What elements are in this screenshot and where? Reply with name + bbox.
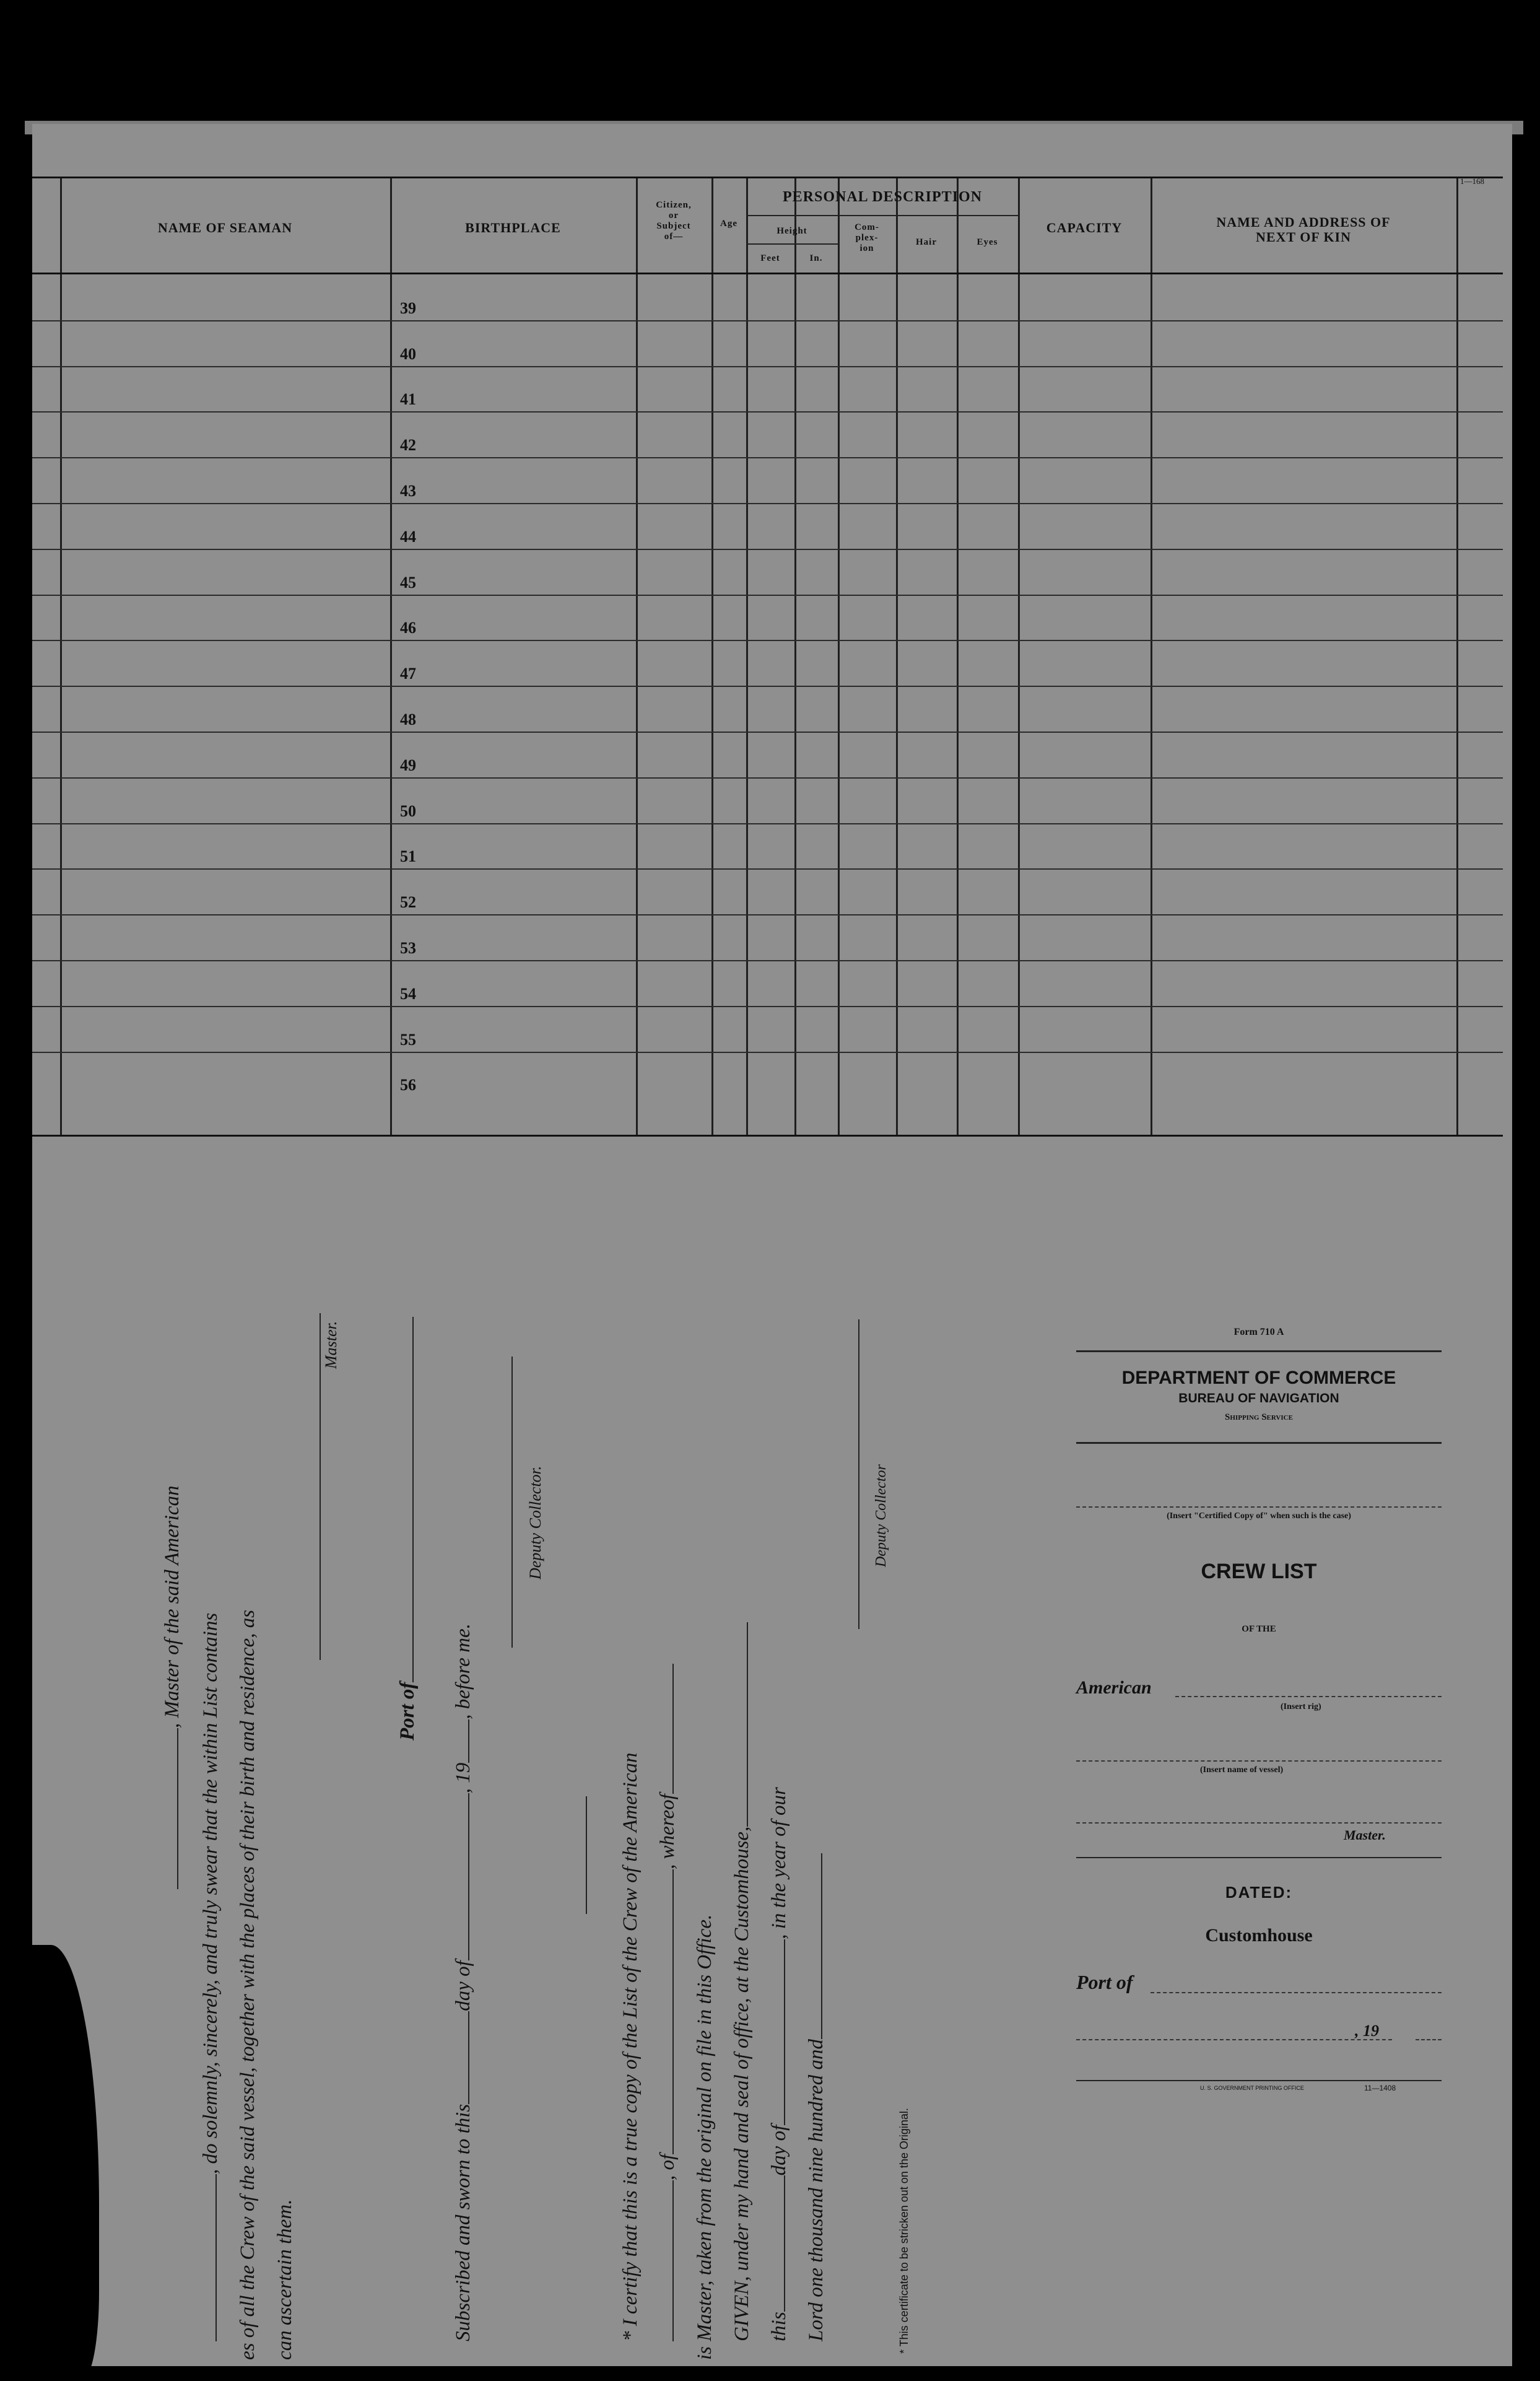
cert-line-4 [731, 1622, 754, 2341]
oath-blank [303, 1313, 321, 1660]
header-personal-description: PERSONAL DESCRIPTION [782, 189, 983, 205]
oath-line-2 [199, 1613, 222, 2341]
oath-text: , before me. [452, 1623, 474, 1719]
header-citizen-line: Citizen, [656, 200, 692, 210]
oath-text: Subscribed and sworn to this [452, 2104, 474, 2341]
insert-rig-note: (Insert rig) [1281, 1702, 1321, 1711]
customhouse-label: Customhouse [1205, 1925, 1313, 1946]
oath-text: can ascertain them. [274, 2199, 296, 2360]
row-number: 56 [400, 1076, 416, 1094]
row-number: 44 [400, 527, 416, 546]
oath-blank [768, 2175, 785, 2312]
oath-master-label: Master. [322, 1321, 340, 1369]
row-line [32, 503, 1503, 504]
header-name-of-seaman: NAME OF SEAMAN [157, 220, 293, 235]
oath-text: this [768, 2312, 790, 2341]
height-rule [746, 243, 838, 245]
dated-label: DATED: [1225, 1883, 1293, 1902]
row-number: 51 [400, 847, 416, 866]
of-the-label: OF THE [1242, 1624, 1276, 1634]
form-mid-rule [1076, 1442, 1442, 1444]
row-line [32, 457, 1503, 458]
header-next-of-kin-line: NAME AND ADDRESS OF [1216, 214, 1391, 230]
header-height: Height [777, 226, 807, 236]
printer-imprint: U. S. GOVERNMENT PRINTING OFFICE [1200, 2085, 1304, 2091]
oath-subscribed [452, 1623, 475, 2341]
header-complexion-line: ion [859, 243, 874, 253]
header-complexion-line: plex- [855, 233, 879, 243]
oath-text: day of [768, 2125, 790, 2176]
oath-blank [199, 2174, 217, 2341]
row-line [32, 960, 1503, 961]
header-next-of-kin [1151, 215, 1456, 245]
header-inches: In. [809, 253, 823, 263]
master-label: Master. [1344, 1827, 1386, 1843]
oath-blank [452, 2011, 469, 2104]
header-birthplace: BIRTHPLACE [465, 220, 561, 235]
row-line [32, 595, 1503, 596]
oath-blank [656, 1869, 674, 2154]
cert-deputy-label: Deputy Collector [873, 1464, 889, 1567]
row-line [32, 1006, 1503, 1007]
printer-code: 11—1408 [1364, 2084, 1396, 2092]
endorsement-panel [1076, 1327, 1442, 2110]
cert-line-2 [656, 1664, 679, 2341]
row-line [32, 1052, 1503, 1053]
cert-line-6 [805, 1853, 828, 2341]
master-name-line [1076, 1822, 1442, 1824]
bureau-title: BUREAU OF NAVIGATION [1178, 1391, 1339, 1405]
oath-blank [396, 1317, 414, 1682]
oath-section [161, 1195, 954, 2360]
oath-blank [452, 1793, 469, 1960]
oath-text: is Master, taken from the original on file in this Office. [694, 1914, 716, 2360]
oath-blank [768, 1939, 785, 2125]
header-capacity: CAPACITY [1046, 220, 1123, 235]
cert-deputy-line [842, 1319, 865, 1629]
insert-line [1076, 1506, 1442, 1508]
row-line [32, 549, 1503, 550]
header-hair: Hair [916, 237, 937, 247]
oath-line-3 [237, 1610, 259, 2360]
header-feet: Feet [760, 253, 780, 263]
row-number: 49 [400, 756, 416, 774]
cert-line-3 [694, 1915, 716, 2360]
row-line [32, 732, 1503, 733]
american-label: American [1076, 1677, 1152, 1698]
oath-text: es of all the Crew of the said vessel, together with the places of their birth and residence, as [237, 1609, 259, 2360]
personal-desc-rule [746, 215, 1019, 216]
oath-deputy-line [495, 1357, 518, 1648]
row-number: 43 [400, 482, 416, 500]
header-age: Age [720, 219, 737, 229]
header-citizen-line: Subject [656, 221, 691, 231]
oath-deputy-label: Deputy Collector. [526, 1466, 544, 1579]
oath-text: , do solemnly, sincerely, and truly swear that the within List contains [199, 1612, 222, 2174]
form-top-rule [1076, 1350, 1442, 1352]
header-complexion-line: Com- [855, 222, 879, 232]
oath-blank [161, 1728, 178, 1889]
row-number: 42 [400, 436, 416, 455]
department-title: DEPARTMENT OF COMMERCE [1121, 1368, 1396, 1388]
cert-footnote: * This certificate to be stricken out on the Original. [898, 2108, 910, 2354]
crew-table [32, 177, 1503, 1137]
oath-blank [495, 1357, 513, 1648]
cert-line-5 [768, 1787, 791, 2341]
row-line [32, 366, 1503, 367]
row-number: 48 [400, 710, 416, 728]
row-line [32, 823, 1503, 824]
oath-text: , Master of the said American [161, 1485, 183, 1728]
oath-text: , 19 [452, 1762, 474, 1794]
oath-blank [731, 1622, 748, 1827]
header-complexion [838, 222, 896, 254]
oath-blank [570, 1796, 587, 1914]
row-number: 55 [400, 1030, 416, 1049]
row-number: 54 [400, 984, 416, 1003]
oath-line-1 [161, 1485, 184, 1889]
row-number: 39 [400, 299, 416, 317]
oath-blank [805, 1853, 822, 2039]
oath-blank [842, 1319, 859, 1629]
oath-blank [656, 2180, 674, 2341]
insert-vessel-note: (Insert name of vessel) [1200, 1765, 1284, 1775]
oath-blank [452, 1719, 469, 1763]
row-number: 41 [400, 390, 416, 409]
form-bottom-rule [1076, 2080, 1442, 2081]
row-line [32, 320, 1503, 321]
oath-blank [656, 1664, 674, 1794]
header-citizen [636, 200, 711, 242]
oath-text: , of [656, 2154, 679, 2180]
row-line [32, 411, 1503, 413]
header-bottom-line [32, 273, 1503, 274]
row-number: 53 [400, 939, 416, 957]
oath-port-of [396, 1317, 419, 1741]
header-next-of-kin-line: NEXT OF KIN [1255, 229, 1352, 245]
oath-text: GIVEN, under my hand and seal of office, at the Customhouse, [731, 1826, 753, 2341]
port-line [1151, 1992, 1442, 1993]
oath-divider [570, 1796, 593, 1914]
oath-text: , in the year of our [768, 1787, 790, 1939]
cert-line-1 [619, 1753, 642, 2341]
oath-text: * I certify that this is a true copy of the List of the Crew of the American [619, 1752, 642, 2341]
port-of-label: Port of [1076, 1971, 1133, 1993]
form-number: Form 710 A [1233, 1327, 1284, 1337]
row-number: 40 [400, 344, 416, 363]
row-number: 50 [400, 802, 416, 820]
insert-note: (Insert "Certified Copy of" when such is the case) [1167, 1511, 1351, 1521]
rig-line [1175, 1696, 1442, 1697]
oath-text: , whereof [656, 1794, 679, 1869]
year-line [1416, 2039, 1442, 2040]
oath-line-4 [274, 2200, 297, 2360]
row-number: 52 [400, 893, 416, 912]
row-number: 46 [400, 619, 416, 637]
oath-text: day of [452, 1960, 474, 2011]
header-top-line [32, 177, 1503, 178]
oath-text: Lord one thousand nine hundred and [805, 2039, 827, 2341]
form-lower-rule [1076, 1857, 1442, 1858]
row-line [32, 686, 1503, 687]
header-citizen-line: or [668, 211, 679, 221]
header-citizen-line: of— [664, 232, 684, 242]
date-line [1076, 2039, 1392, 2040]
vessel-line [1076, 1760, 1442, 1762]
row-line [32, 868, 1503, 870]
year-label: , 19 [1355, 2022, 1379, 2040]
row-line [32, 640, 1503, 641]
crew-list-title: CREW LIST [1201, 1560, 1317, 1583]
row-line [32, 777, 1503, 779]
row-line [32, 914, 1503, 915]
row-number: 45 [400, 573, 416, 592]
table-bottom-line [32, 1135, 1503, 1137]
service-title: Shipping Service [1225, 1412, 1293, 1422]
form-corner-code: 1—168 [1460, 177, 1484, 186]
header-eyes: Eyes [977, 237, 998, 247]
row-number: 47 [400, 665, 416, 683]
oath-text: Port of [396, 1682, 419, 1741]
